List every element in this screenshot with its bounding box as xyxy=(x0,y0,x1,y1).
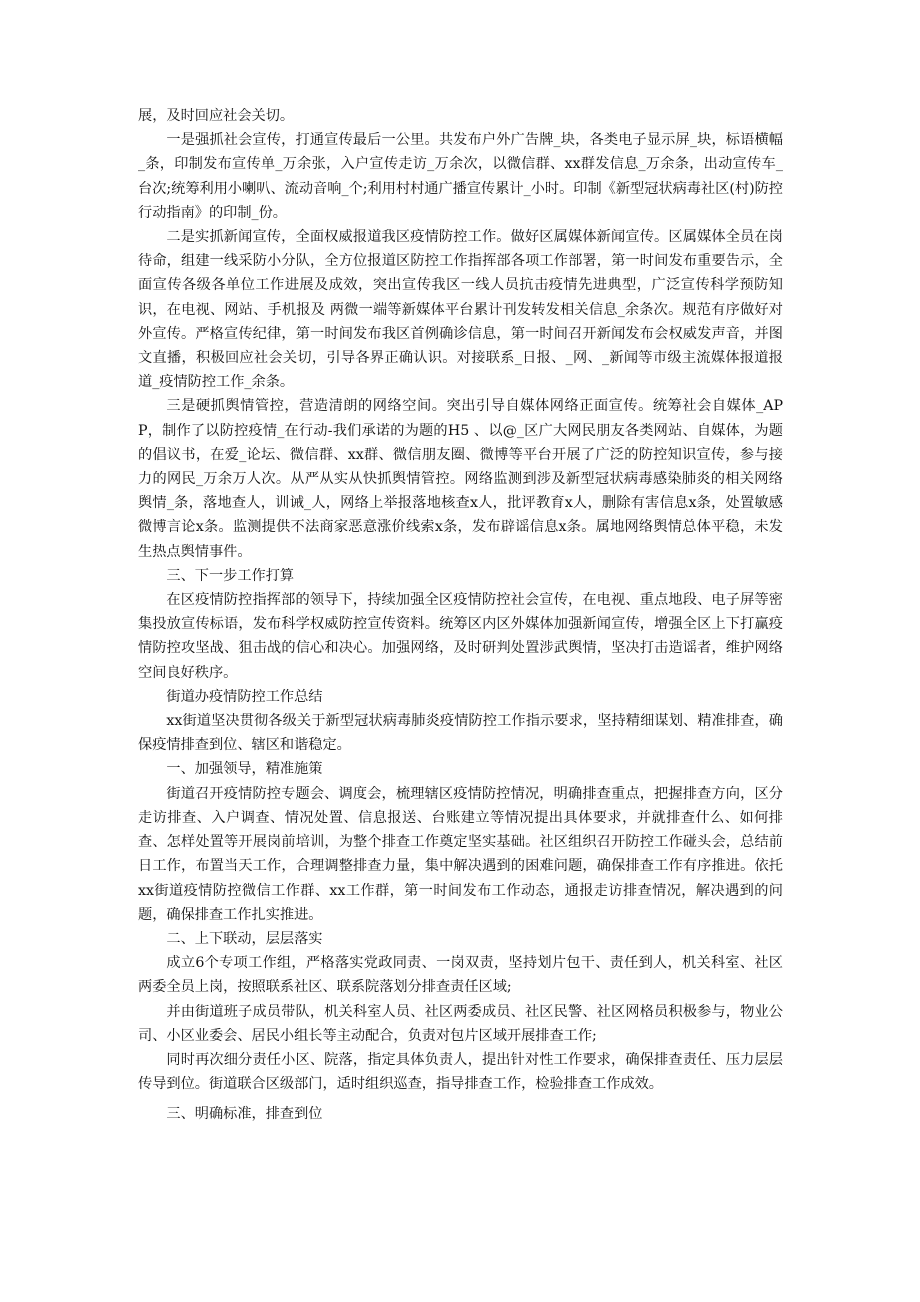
paragraph-working-groups: 成立6个专项工作组，严格落实党政同责、一岗双责，坚持划片包干、责任到人，机关科室、社区两委全员上岗，按照联系社区、联系院落划分排查责任区域; xyxy=(138,955,783,996)
section-heading-linkage: 二、上下联动，层层落实 xyxy=(166,930,323,947)
section-heading-next-steps: 三、下一步工作打算 xyxy=(166,567,295,584)
paragraph-team-leads: 并由街道班子成员带队，机关科室人员、社区两委成员、社区民警、社区网格员积极参与，物业公司、小区业委会、居民小组长等主动配合，负责对包片区域开展排查工作; xyxy=(138,1003,783,1044)
section-heading-leadership: 一、加强领导，精准施策 xyxy=(166,761,323,778)
paragraph-next-steps: 在区疫情防控指挥部的领导下，持续加强全区疫情防控社会宣传，在电视、重点地段、电子屏等密集投放宣传标语，发布科学权威防控宣传资料。统筹区内区外媒体加强新闻宣传，增强全区上下打赢疫情防控攻坚战、狙击战的信心和决心。加强网络，及时研判处置涉武舆情，坚决打击造谣者，维护网络空间良好秩序。 xyxy=(138,592,783,681)
paragraph-public-opinion: 三是硬抓舆情管控，营造清朗的网络空间。突出引导自媒体网络正面宣传。统筹社会自媒体_APP，制作了以防控疫情_在行动-我们承诺的为题的H5 、以@_区广大网民朋友各类网站、自媒体，为题的倡议书，在爱_论坛、微信群、xx群、微信朋友圈、微博等平台开展了广泛的防控知识宣传，参与接力的网民_万余万人次。从严从实从快抓舆情管控。网络监测到涉及新型冠状病毒感染肺炎的相关网络舆情_条，落地查人，训诫_人，网络上举报落地核查x人，批评教育x人，删除有害信息x条，处置敏感微博言论x条。监测提供不法商家恶意涨价线索x条，发布辟谣信息x条。属地网络舆情总体平稳，未发生热点舆情事件。 xyxy=(138,398,783,560)
paragraph-continuation: 展，及时回应社会关切。 xyxy=(138,108,295,124)
paragraph-street-intro: xx街道坚决贯彻各级关于新型冠状病毒肺炎疫情防控工作指示要求，坚持精细谋划、精准排查，确保疫情排查到位、辖区和谐稳定。 xyxy=(138,713,783,754)
document-subtitle: 街道办疫情防控工作总结 xyxy=(166,688,323,705)
paragraph-social-publicity: 一是强抓社会宣传，打通宣传最后一公里。共发布户外广告牌_块，各类电子显示屏_块，标语横幅_条，印制发布宣传单_万余张，入户宣传走访_万余次，以微信群、xx群发信息_万余条，出动宣传车_台次;统筹利用小喇叭、流动音响_个;利用村村通广播宣传累计_小时。印制《新型冠状病毒社区(村)防控行动指南》的印制_份。 xyxy=(138,132,783,221)
paragraph-responsibility: 同时再次细分责任小区、院落，指定具体负责人，提出针对性工作要求，确保排查责任、压力层层传导到位。街道联合区级部门，适时组织巡查，指导排查工作，检验排查工作成效。 xyxy=(138,1051,783,1093)
paragraph-leadership: 街道召开疫情防控专题会、调度会，梳理辖区疫情防控情况，明确排查重点，把握排查方向，区分走访排查、入户调查、情况处置、信息报送、台账建立等情况提出具体要求，并就排查什么、如何排查、怎样处置等开展岗前培训，为整个排查工作奠定坚实基础。社区组织召开防控工作碰头会，总结前日工作，布置当天工作，合理调整排查力量，集中解决遇到的困难问题，确保排查工作有序推进。依托xx街道疫情防控微信工作群、xx工作群，第一时间发布工作动态，通报走访排查情况，解决遇到的问题，确保排查工作扎实推进。 xyxy=(138,785,783,923)
paragraph-news-publicity: 二是实抓新闻宣传，全面权威报道我区疫情防控工作。做好区属媒体新闻宣传。区属媒体全员在岗待命，组建一线采防小分队，全方位报道区防控工作指挥部各项工作部署，第一时间发布重要告示，全面宣传各级各单位工作进展及成效，突出宣传我区一线人员抗击疫情先进典型，广泛宣传科学预防知识，在电视、网站、手机报及 两微一端等新媒体平台累计刊发转发相关信息_余条次。规范有序做好对外宣传。严格宣传纪律，第一时间发布我区首例确诊信息，第一时间召开新闻发布会权威发声音，并图文直播，积极回应社会关切，引导各界正确认识。对接联系_日报、_网、_新闻等市级主流媒体报道报道_疫情防控工作_余条。 xyxy=(138,229,783,391)
document-body xyxy=(138,104,783,1127)
section-heading-standards: 三、明确标准，排查到位 xyxy=(166,1106,323,1123)
